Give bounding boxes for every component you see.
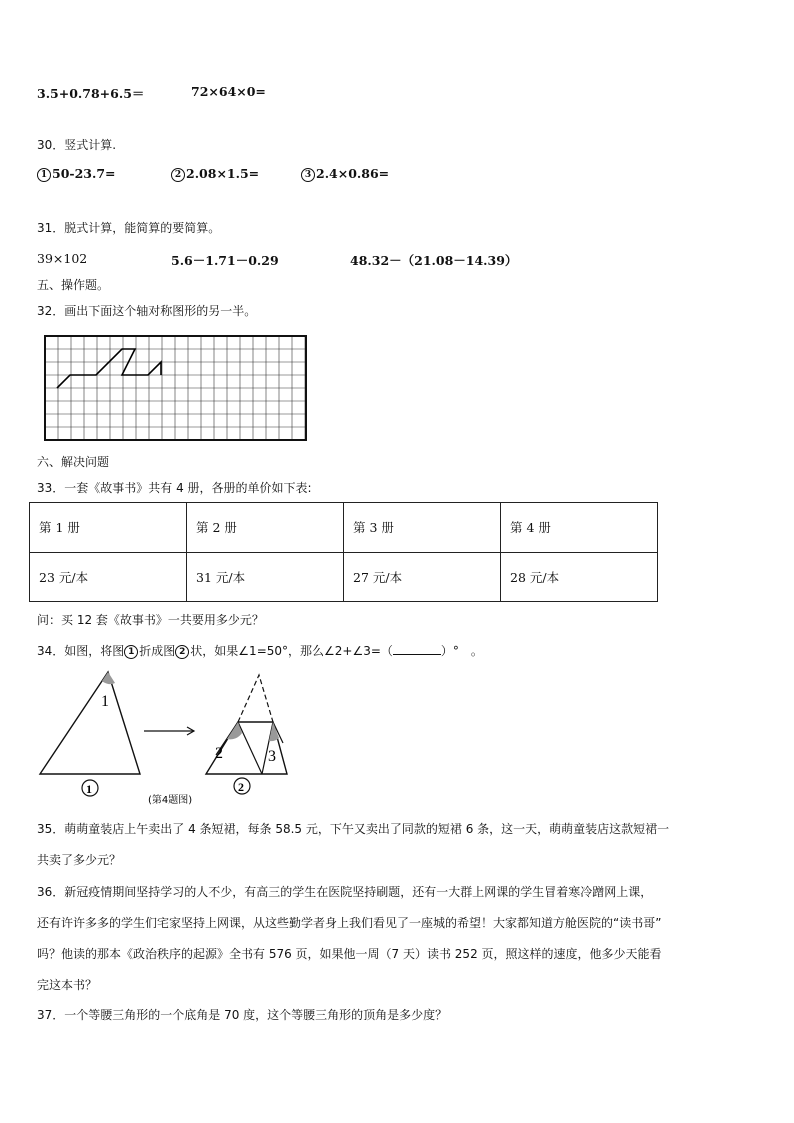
- price-table: [29, 502, 658, 602]
- q34-text: [37, 642, 483, 659]
- angle-1-label: 1: [101, 693, 109, 710]
- q31-title: 31．脱式计算，能简算的要简算。: [37, 221, 221, 235]
- q30-expr: 2.08×1.5=: [186, 166, 260, 181]
- circled-number: 3: [301, 168, 315, 182]
- expression-1: 3.5+0.78+6.5＝: [37, 86, 145, 101]
- grid-lines: [45, 336, 306, 440]
- table-header-cell: 第 4 册: [501, 503, 658, 553]
- q30-item-2: [171, 166, 259, 182]
- q37-title: 37．一个等腰三角形的一个底角是 70 度，这个等腰三角形的顶角是多少度？: [37, 1008, 448, 1022]
- q36-line-3: 吗？他读的那本《政治秩序的起源》全书有 576 页，如果他一周（7 天）读书 252 页，照这样的速度，他多少天能看: [37, 947, 662, 961]
- q30-item-1: [37, 166, 116, 182]
- circled-number: 2: [171, 168, 185, 182]
- q34-part: 折成图: [139, 644, 176, 658]
- answer-blank[interactable]: [393, 642, 441, 655]
- q34-part: 状，如果∠1=50°，那么∠2+∠3=（: [190, 644, 393, 658]
- figure-1-number: 1: [86, 782, 92, 796]
- q35-line-1: 35．萌萌童装店上午卖出了 4 条短裙，每条 58.5 元，下午又卖出了同款的短裙 6 条，这一天，萌萌童装店这款短裙一: [37, 822, 670, 836]
- q33-title: 33．一套《故事书》共有 4 册，各册的单价如下表:: [37, 481, 312, 495]
- expression-2: 72×64×0=: [191, 84, 266, 99]
- q31-item-3: 48.32－（21.08－14.39）: [350, 253, 518, 268]
- q35-line-2: 共卖了多少元？: [37, 853, 122, 867]
- section-5-heading: 五、操作题。: [37, 278, 110, 292]
- figure-caption: (第4题图): [148, 795, 193, 806]
- q32-title: 32．画出下面这个轴对称图形的另一半。: [37, 304, 257, 318]
- table-row: [30, 503, 658, 553]
- angle-2-label: 2: [215, 745, 223, 762]
- q34-part: 34．如图，将图: [37, 644, 125, 658]
- table-cell: 28 元/本: [501, 552, 658, 602]
- table-cell: 23 元/本: [30, 552, 187, 602]
- angle-3-label: 3: [268, 748, 276, 765]
- q31-item-2: 5.6－1.71－0.29: [171, 253, 279, 268]
- q31-item-1: 39×102: [37, 251, 88, 266]
- q33-question: 问：买 12 套《故事书》一共要用多少元？: [37, 613, 264, 627]
- q30-title: 30．竖式计算.: [37, 138, 117, 152]
- q36-line-1: 36．新冠疫情期间坚持学习的人不少，有高三的学生在医院坚持刷题，还有一大群上网课的学生冒着寒冷蹭网上课，: [37, 885, 653, 899]
- triangle-1: [40, 672, 140, 774]
- table-header-cell: 第 2 册: [187, 503, 344, 553]
- dashed-original-tip: [238, 675, 273, 722]
- figure-2-number: 2: [238, 780, 244, 794]
- section-6-heading: 六、解决问题: [37, 455, 110, 469]
- q36-line-2: 还有许许多多的学生们宅家坚持上网课，从这些勤学者身上我们看见了一座城的希望！大家都知道方舱医院的“读书哥”: [37, 916, 662, 930]
- fold-edge-2: [238, 722, 262, 774]
- circled-number: 1: [37, 168, 51, 182]
- table-cell: 31 元/本: [187, 552, 344, 602]
- table-header-cell: 第 1 册: [30, 503, 187, 553]
- table-header-cell: 第 3 册: [344, 503, 501, 553]
- table-row: [30, 552, 658, 602]
- q30-expr: 2.4×0.86=: [316, 166, 390, 181]
- q36-line-4: 完这本书？: [37, 978, 98, 992]
- q30-expr: 50-23.7=: [52, 166, 116, 181]
- q30-item-3: [301, 166, 389, 182]
- symmetry-grid-figure: [40, 332, 310, 442]
- half-figure-outline: [57, 349, 161, 388]
- folding-triangle-figure: [30, 664, 320, 812]
- q34-part: ）° 。: [440, 644, 483, 658]
- circled-number: 2: [175, 645, 189, 659]
- circled-number: 1: [124, 645, 138, 659]
- table-cell: 27 元/本: [344, 552, 501, 602]
